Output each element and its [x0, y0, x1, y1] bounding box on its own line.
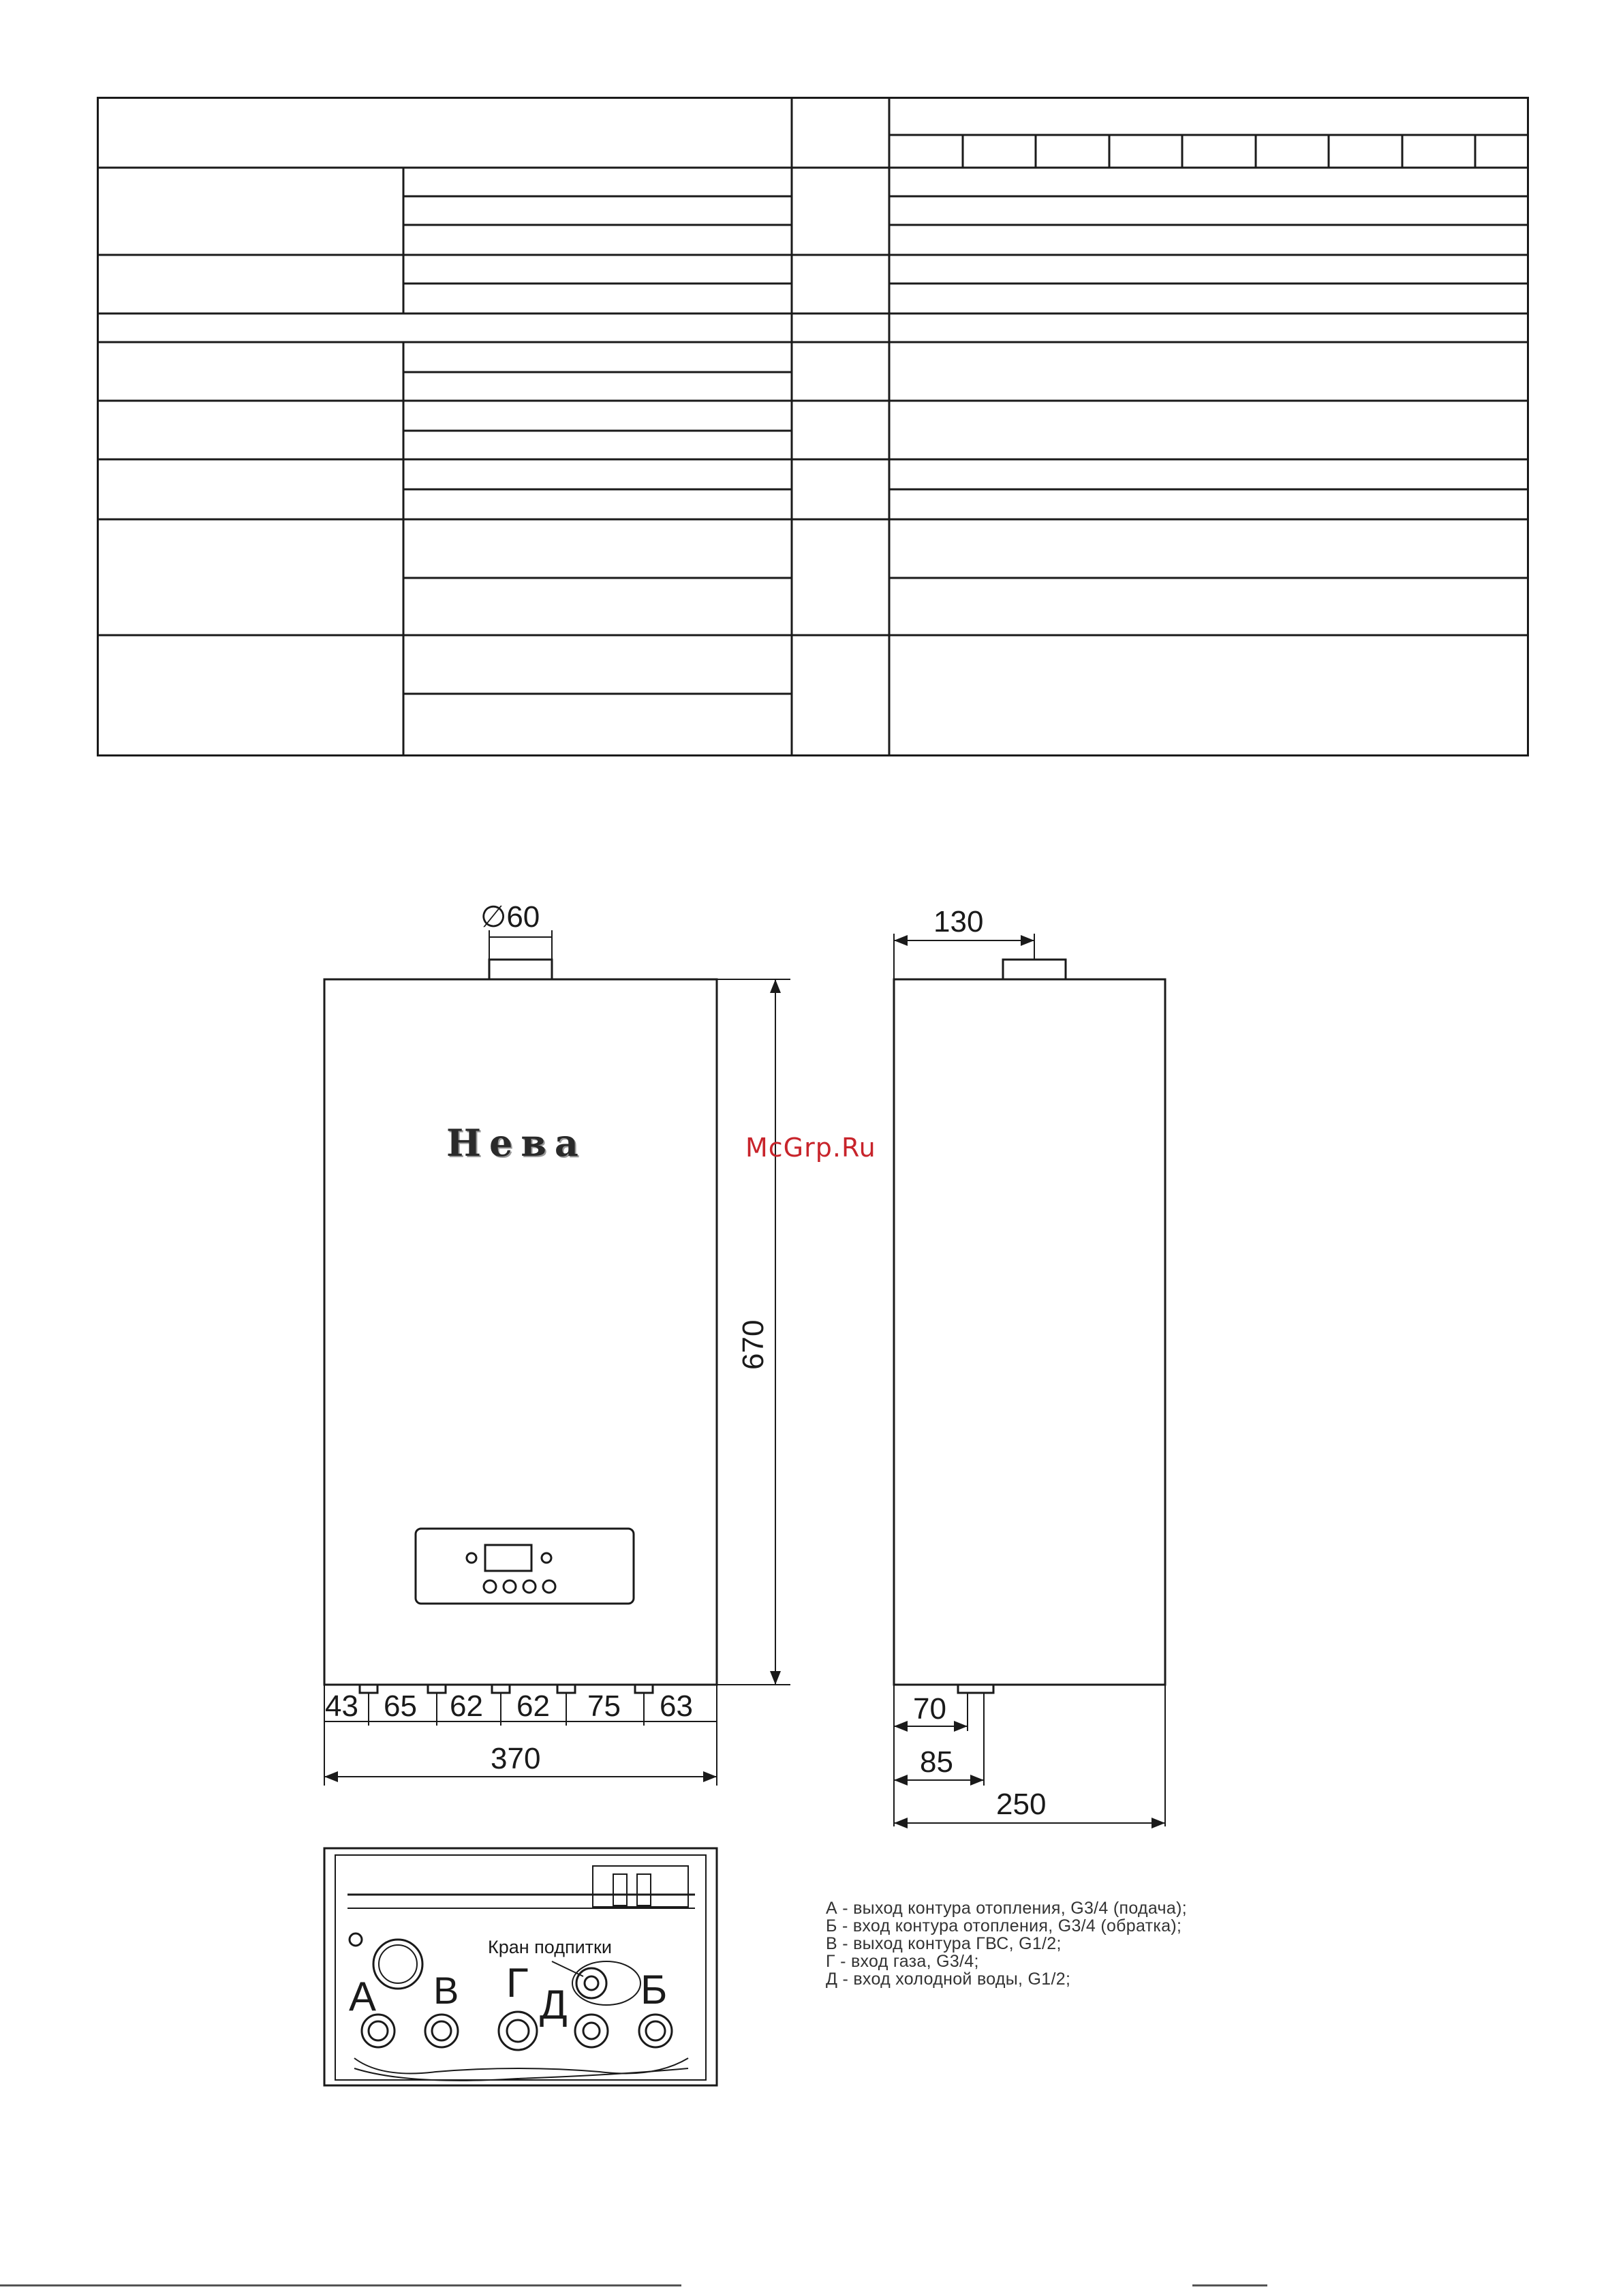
- front-dimension-labels: [325, 900, 770, 1775]
- port-label-g: Г: [506, 1960, 529, 2006]
- legend-item: Д - вход холодной воды, G1/2;: [826, 1970, 1071, 1989]
- side-offset-70-label: 70: [913, 1692, 946, 1726]
- port-label-a: А: [349, 1974, 377, 2019]
- table-grid: [97, 97, 1529, 756]
- spacing-label-5: 75: [587, 1689, 621, 1723]
- side-dimension-labels: [913, 905, 1046, 1821]
- port-label-b: Б: [640, 1967, 668, 2012]
- connections-legend: [826, 1899, 1344, 1988]
- flue-diameter-label: ∅60: [480, 900, 540, 934]
- height-label: 670: [737, 1319, 770, 1370]
- footer-line-left: [0, 2284, 681, 2286]
- flue-pipe-front: [489, 960, 552, 979]
- boiler-body-side: [894, 979, 1165, 1685]
- technical-drawing: [0, 852, 1623, 2147]
- spec-table: [97, 97, 1529, 756]
- front-view: [324, 960, 717, 1693]
- spacing-label-6: 63: [660, 1689, 693, 1723]
- brand-logo: Нева: [446, 1121, 587, 1165]
- side-offset-85-label: 85: [920, 1745, 953, 1779]
- legend-item: Б - вход контура отопления, G3/4 (обратка);: [826, 1916, 1182, 1935]
- spacing-label-1: 43: [325, 1689, 358, 1723]
- port-label-v: В: [433, 1969, 459, 2012]
- bottom-view-port-labels: [349, 1960, 667, 2027]
- boiler-body-front: [324, 979, 717, 1685]
- display-screen: [485, 1545, 531, 1571]
- flue-offset-label: 130: [933, 905, 984, 938]
- port-label-d: Д: [540, 1982, 568, 2027]
- footer-line-right: [1192, 2284, 1267, 2286]
- spacing-label-3: 62: [450, 1689, 483, 1723]
- front-dimensions: [324, 930, 790, 1786]
- control-panel: [416, 1529, 634, 1604]
- watermark: McGrp.Ru: [745, 1133, 876, 1163]
- total-width-label: 370: [491, 1742, 541, 1775]
- legend-item: В - выход контура ГВС, G1/2;: [826, 1934, 1062, 1953]
- kran-podpitki-label: Кран подпитки: [488, 1937, 612, 1957]
- spacing-label-2: 65: [384, 1689, 417, 1723]
- side-view: [894, 960, 1165, 1693]
- legend-item: А - выход контура отопления, G3/4 (подача);: [826, 1899, 1187, 1918]
- depth-label: 250: [996, 1788, 1047, 1821]
- flue-pipe-side: [1003, 960, 1066, 979]
- spacing-label-4: 62: [516, 1689, 550, 1723]
- legend-item: Г - вход газа, G3/4;: [826, 1952, 979, 1971]
